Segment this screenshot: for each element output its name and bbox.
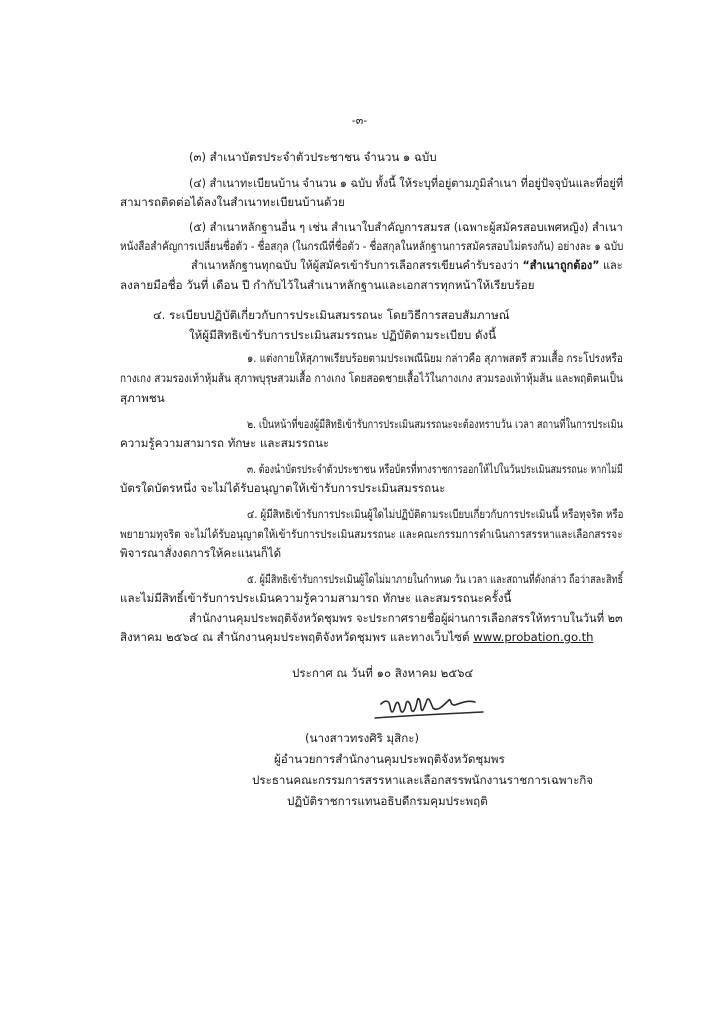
document-item-5-line2: หนังสือสำคัญการเปลี่ยนชื่อตัว - ชื่อสกุล (ในกรณีที่ชื่อตัว - ชื่อสกุลในหลักฐานการสมัครสอบไม่ตรงกัน) อย่างละ ๑ ฉบับ [120, 239, 624, 253]
rule1-line1: ๑. แต่งกายให้สุภาพเรียบร้อยตามประเพณีนิยม กล่าวคือ สุภาพสตรี สวมเสื้อ กระโปรงหรือ [247, 351, 623, 365]
certify-emphasis: “สำเนาถูกต้อง” [522, 258, 600, 272]
rule3-line2: บัตรใดบัตรหนึ่ง จะไม่ได้รับอนุญาตให้เข้ารับการประเมินสมรรถนะ [120, 481, 446, 495]
rule4-line1: ๔. ผู้มีสิทธิเข้ารับการประเมินผู้ใดไม่ปฏิบัติตามระเบียบเกี่ยวกับการประเมินนี้ หรือทุจริต หรือ [247, 507, 624, 521]
signer-name: (นางสาวทรงศิริ มุสิกะ) [305, 731, 420, 745]
signer-title-2: ประธานคณะกรรมการสรรหาและเลือกสรรพนักงานราชการเฉพาะกิจ [252, 773, 594, 787]
signer-title-1: ผู้อำนวยการสำนักงานคุมประพฤติจังหวัดชุมพร [274, 752, 505, 766]
rule5-line2: และไม่มีสิทธิ์เข้ารับการประเมินความรู้ความสามารถ ทักษะ และสมรรถนะครั้งนี้ [120, 591, 512, 605]
announcement-line1: สำนักงานคุมประพฤติจังหวัดชุมพร จะประกาศรายชื่อผู้ผ่านการเลือกสรรให้ทราบในวันที่ ๒๓ [189, 611, 623, 625]
rule4-line2: พยายามทุจริต จะไม่ได้รับอนุญาตให้เข้ารับการประเมินสมรรถนะ และคณะกรรมการดำเนินการสรรหาและเลือกสรรจะ [120, 527, 623, 541]
signer-title-3: ปฏิบัติราชการแทนอธิบดีกรมคุมประพฤติ [287, 794, 488, 808]
certify-text-a: สำเนาหลักฐานทุกฉบับ ให้ผู้สมัครเข้ารับการเลือกสรรเขียนคำรับรองว่า [191, 258, 523, 272]
document-item-5-line1: (๕) สำเนาหลักฐานอื่น ๆ เช่น สำเนาใบสำคัญการสมรส (เฉพาะผู้สมัครสอบเพศหญิง) สำเนา [189, 220, 623, 234]
document-item-4-line2: สามารถติดต่อได้ลงในสำเนาทะเบียนบ้านด้วย [120, 195, 345, 209]
rule4-line3: พิจารณาสั่งงดการให้คะแนนก็ได้ [120, 546, 282, 560]
page-number: -๓- [351, 114, 368, 127]
document-item-3: (๓) สำเนาบัตรประจำตัวประชาชน จำนวน ๑ ฉบับ [189, 150, 437, 164]
website-link[interactable]: www.probation.go.th [473, 630, 594, 644]
rule3-line1: ๓. ต้องนำบัตรประจำตัวประชาชน หรือบัตรที่ทางราชการออกให้ไปในวันประเมินสมรรถนะ หากไม่มี [247, 462, 623, 476]
rule1-line3: สุภาพชน [120, 391, 165, 405]
document-item-4-line1: (๔) สำเนาทะเบียนบ้าน จำนวน ๑ ฉบับ ทั้งนี้ ให้ระบุที่อยู่ตามภูมิลำเนา ที่อยู่ปัจจุบันและที่อยู่ที่ [189, 176, 624, 190]
certify-text-c: และ [599, 258, 623, 272]
section4-heading: ๔. ระเบียบปฏิบัติเกี่ยวกับการประเมินสมรรถนะ โดยวิธีการสอบสัมภาษณ์ [153, 308, 510, 322]
announcement-text: สิงหาคม ๒๕๖๔ ณ สำนักงานคุมประพฤติจังหวัดชุมพร และทางเว็บไซต์ [120, 630, 474, 644]
announcement-line2 [120, 629, 593, 645]
section4-intro: ให้ผู้มีสิทธิเข้ารับการประเมินสมรรถนะ ปฏิบัติตามระเบียบ ดังนี้ [189, 328, 497, 342]
signature-image [371, 690, 491, 726]
announcement-date: ประกาศ ณ วันที่ ๑๐ สิงหาคม ๒๕๖๔ [292, 666, 474, 680]
rule5-line1: ๕. ผู้มีสิทธิเข้ารับการประเมินผู้ใดไม่มาภายในกำหนด วัน เวลา และสถานที่ดังกล่าว ถือว่าสละสิทธิ์ [247, 572, 624, 586]
certify-paragraph-line1 [191, 257, 623, 273]
rule1-line2: กางเกง สวมรองเท้าหุ้มส้น สุภาพบุรุษสวมเสื้อ กางเกง โดยสอดชายเสื้อไว้ในกางเกง สวมรองเท้าหุ้มส้น และพฤติตนเป็น [120, 371, 623, 385]
rule2-line2: ความรู้ความสามารถ ทักษะ และสมรรถนะ [120, 436, 330, 450]
certify-paragraph-line2: ลงลายมือชื่อ วันที่ เดือน ปี กำกับไว้ในสำเนาหลักฐานและเอกสารทุกหน้าให้เรียบร้อย [120, 278, 535, 292]
rule2-line1: ๒. เป็นหน้าที่ของผู้มีสิทธิเข้ารับการประเมินสมรรถนะจะต้องทราบวัน เวลา สถานที่ในการประเมิน [247, 417, 623, 431]
